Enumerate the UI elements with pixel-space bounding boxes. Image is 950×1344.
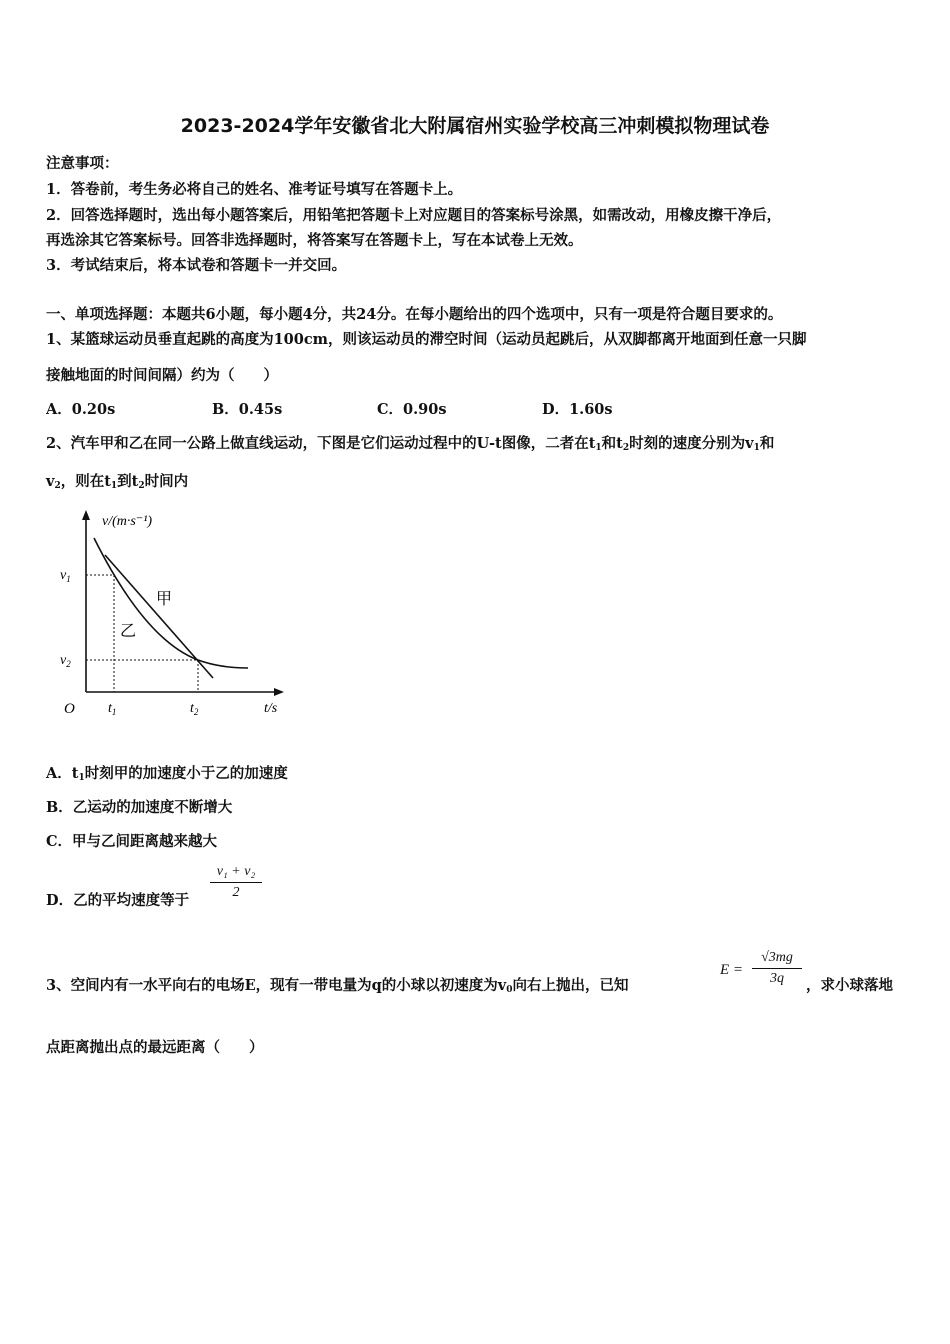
notice-item-2: 2．回答选择题时，选出每小题答案后，用铅笔把答题卡上对应题目的答案标号涂黑，如需改动，用橡皮擦干净后， — [46, 207, 782, 224]
notice-heading: 注意事项： — [46, 155, 119, 172]
velocity-time-graph — [50, 500, 300, 725]
q2-option-a: A．$t_1$时刻甲的加速度小于乙的加速度 — [46, 765, 288, 783]
x-axis-arrow — [274, 688, 284, 696]
q3-formula-lhs: E = — [720, 962, 744, 978]
x-axis-label: t/s — [264, 701, 278, 716]
page-title: 2023-2024学年安徽省北大附属宿州实验学校高三冲刺模拟物理试卷 — [180, 115, 770, 137]
q3-formula-fraction: √3mg 3q — [752, 950, 802, 987]
t1-label: $t_1$ — [108, 701, 117, 717]
q3-line-2: 点距离抛出点的最远距离（ ） — [46, 1039, 264, 1056]
notice-item-2-cont: 再选涂其它答案标号。回答非选择题时，将答案写在答题卡上，写在本试卷上无效。 — [46, 232, 583, 249]
q2-option-d: D．乙的平均速度等于 — [46, 892, 190, 909]
q1-option-b: B．0.45s — [212, 401, 283, 418]
q1-option-d: D．1.60s — [542, 401, 613, 418]
q1-option-a: A．0.20s — [46, 401, 116, 418]
yi-label: 乙 — [120, 623, 137, 640]
q3-line-1-part1: 3、空间内有一水平向右的电场E，现有一带电量为q的小球以初速度为$v_0$向右上抛出，已知 — [46, 977, 629, 995]
y-axis-label: v/(m·s⁻¹) — [102, 514, 153, 529]
y-axis-arrow — [82, 510, 90, 520]
q1-line-2: 接触地面的时间间隔）约为（ ） — [46, 367, 278, 384]
section-heading: 一、单项选择题：本题共6小题，每小题4分，共24分。在每小题给出的四个选项中，只有一项是符合题目要求的。 — [46, 306, 783, 323]
t2-label: $t_2$ — [190, 701, 199, 717]
q3-line-1-part2: ，求小球落地 — [806, 977, 893, 994]
v2-label: $v_2$ — [60, 653, 71, 669]
q2-line-1: 2、汽车甲和乙在同一公路上做直线运动，下图是它们运动过程中的U-t图像，二者在$t_1$和$t_2$时刻的速度分别为$v_1$和 — [46, 435, 775, 453]
q2-option-b: B．乙运动的加速度不断增大 — [46, 799, 233, 816]
jia-label: 甲 — [156, 591, 173, 608]
notice-item-1: 1．答卷前，考生务必将自己的姓名、准考证号填写在答题卡上。 — [46, 181, 463, 198]
q2-option-c: C．甲与乙间距离越来越大 — [46, 833, 218, 850]
notice-item-3: 3．考试结束后，将本试卷和答题卡一并交回。 — [46, 257, 347, 274]
v1-label: $v_1$ — [60, 568, 71, 584]
q2-option-d-fraction: v₁ + v₂ 2 — [210, 864, 262, 901]
q1-line-1: 1、某篮球运动员垂直起跳的高度为100cm，则该运动员的滞空时间（运动员起跳后，从双脚都离开地面到任意一只脚 — [46, 331, 807, 348]
q2-line-2: $v_2$，则在$t_1$到$t_2$时间内 — [46, 473, 189, 491]
q1-option-c: C．0.90s — [377, 401, 447, 418]
origin-label: O — [64, 701, 75, 717]
